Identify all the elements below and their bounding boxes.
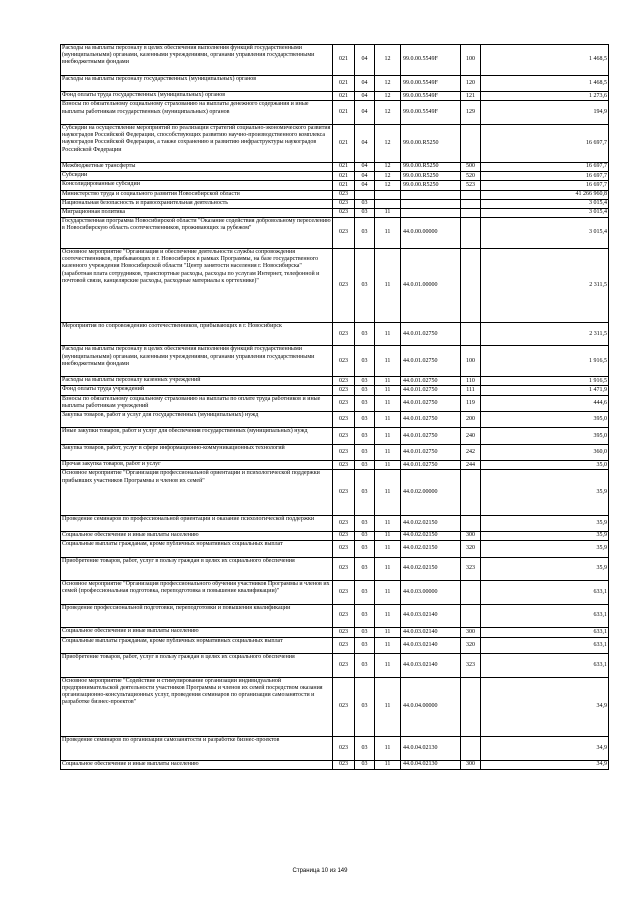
row-section-code: 03 xyxy=(355,322,375,346)
row-name: Фонд оплаты труда государственных (муниципальных) органов xyxy=(61,92,333,101)
row-expense-type: 300 xyxy=(461,628,481,637)
row-section-code: 04 xyxy=(355,162,375,171)
row-target-article: 99.0.00.R5250 xyxy=(401,172,461,181)
table-row xyxy=(61,75,609,91)
row-name: Социальное обеспечение и иные выплаты населению xyxy=(61,760,333,769)
row-section-code: 03 xyxy=(355,531,375,540)
row-amount: 633,1 xyxy=(481,653,609,677)
row-target-article: 44.0.01.02750 xyxy=(401,428,461,444)
row-amount: 194,9 xyxy=(481,101,609,125)
row-expense-type: 100 xyxy=(461,45,481,76)
row-subsection-code: 11 xyxy=(375,208,401,217)
row-section-code: 03 xyxy=(355,677,375,737)
row-expense-type xyxy=(461,124,481,162)
table-row xyxy=(61,444,609,460)
row-name: Иные закупки товаров, работ и услуг для обеспечения государственных (муниципальных) нужд xyxy=(61,428,333,444)
table-row xyxy=(61,428,609,444)
row-section-code: 03 xyxy=(355,557,375,581)
row-amount: 360,0 xyxy=(481,444,609,460)
row-name: Приобретение товаров, работ, услуг в пользу граждан в целях их социального обеспечения xyxy=(61,557,333,581)
row-target-article: 44.0.03.02140 xyxy=(401,604,461,628)
row-section-code: 04 xyxy=(355,101,375,125)
row-amount: 35,9 xyxy=(481,531,609,540)
row-subsection-code: 11 xyxy=(375,412,401,428)
row-target-article: 44.0.03.02140 xyxy=(401,637,461,653)
table-row xyxy=(61,346,609,377)
table-row xyxy=(61,124,609,162)
row-section-code: 03 xyxy=(355,208,375,217)
row-target-article xyxy=(401,190,461,199)
row-expense-type: 300 xyxy=(461,760,481,769)
row-target-article: 44.0.02.00000 xyxy=(401,470,461,515)
row-amount: 2 311,5 xyxy=(481,322,609,346)
row-expense-type: 300 xyxy=(461,531,481,540)
row-subsection-code: 12 xyxy=(375,75,401,91)
row-name: Министерство труда и социального развития Новосибирской области xyxy=(61,190,333,199)
row-grbs-code: 023 xyxy=(333,515,355,531)
table-row xyxy=(61,461,609,470)
row-amount: 1 916,5 xyxy=(481,346,609,377)
table-row xyxy=(61,628,609,637)
row-expense-type: 520 xyxy=(461,172,481,181)
row-amount: 34,9 xyxy=(481,737,609,761)
row-grbs-code: 023 xyxy=(333,395,355,411)
row-expense-type: 323 xyxy=(461,557,481,581)
row-name: Расходы на выплаты персоналу государственных (муниципальных) органов xyxy=(61,75,333,91)
row-name: Консолидированные субсидии xyxy=(61,181,333,190)
row-grbs-code: 023 xyxy=(333,386,355,395)
row-grbs-code: 023 xyxy=(333,637,355,653)
row-expense-type xyxy=(461,208,481,217)
table-row xyxy=(61,199,609,208)
row-subsection-code: 11 xyxy=(375,248,401,322)
row-grbs-code: 023 xyxy=(333,653,355,677)
table-row xyxy=(61,322,609,346)
row-subsection-code: 11 xyxy=(375,444,401,460)
row-expense-type: 100 xyxy=(461,346,481,377)
row-amount: 633,1 xyxy=(481,581,609,605)
row-expense-type: 240 xyxy=(461,428,481,444)
row-expense-type xyxy=(461,604,481,628)
row-target-article: 44.0.04.02130 xyxy=(401,737,461,761)
row-section-code: 03 xyxy=(355,248,375,322)
row-grbs-code: 023 xyxy=(333,208,355,217)
row-expense-type: 129 xyxy=(461,101,481,125)
row-amount: 35,9 xyxy=(481,541,609,557)
row-amount: 1 471,9 xyxy=(481,386,609,395)
row-target-article: 44.0.03.02140 xyxy=(401,653,461,677)
row-name: Проведение семинаров по организации самозанятости и разработке бизнес-проектов xyxy=(61,737,333,761)
row-amount: 1 916,5 xyxy=(481,377,609,386)
row-amount: 3 015,4 xyxy=(481,208,609,217)
row-grbs-code: 023 xyxy=(333,248,355,322)
table-row xyxy=(61,248,609,322)
table-row xyxy=(61,377,609,386)
row-subsection-code: 11 xyxy=(375,557,401,581)
row-grbs-code: 021 xyxy=(333,162,355,171)
row-expense-type xyxy=(461,218,481,249)
row-amount: 16 697,7 xyxy=(481,124,609,162)
row-grbs-code: 023 xyxy=(333,377,355,386)
row-grbs-code: 021 xyxy=(333,172,355,181)
row-subsection-code: 12 xyxy=(375,181,401,190)
row-grbs-code: 023 xyxy=(333,531,355,540)
table-row xyxy=(61,218,609,249)
table-row xyxy=(61,172,609,181)
row-name: Расходы на выплаты персоналу в целях обеспечения выполнения функций государственными (муниципальными) органами, казенными учреждениями, органами управления государственными внебюджетными фондами xyxy=(61,346,333,377)
row-section-code: 04 xyxy=(355,45,375,76)
row-target-article: 44.0.01.02750 xyxy=(401,412,461,428)
row-subsection-code: 11 xyxy=(375,581,401,605)
row-amount: 633,1 xyxy=(481,604,609,628)
row-grbs-code: 023 xyxy=(333,199,355,208)
row-grbs-code: 023 xyxy=(333,470,355,515)
row-expense-type: 244 xyxy=(461,461,481,470)
row-target-article: 99.0.00.5549F xyxy=(401,45,461,76)
row-subsection-code: 12 xyxy=(375,124,401,162)
row-target-article xyxy=(401,199,461,208)
row-expense-type xyxy=(461,248,481,322)
row-expense-type: 120 xyxy=(461,75,481,91)
row-subsection-code: 11 xyxy=(375,760,401,769)
row-target-article: 99.0.00.R5250 xyxy=(401,124,461,162)
table-row xyxy=(61,557,609,581)
row-subsection-code: 11 xyxy=(375,346,401,377)
row-section-code: 03 xyxy=(355,637,375,653)
row-grbs-code: 023 xyxy=(333,581,355,605)
table-row xyxy=(61,531,609,540)
row-amount: 16 697,7 xyxy=(481,172,609,181)
row-name: Проведение семинаров по профессиональной ориентации и оказание психологической поддержки xyxy=(61,515,333,531)
row-target-article: 44.0.02.02150 xyxy=(401,515,461,531)
row-amount: 3 015,4 xyxy=(481,199,609,208)
row-expense-type: 242 xyxy=(461,444,481,460)
row-expense-type: 500 xyxy=(461,162,481,171)
table-row xyxy=(61,181,609,190)
row-target-article: 99.0.00.5549F xyxy=(401,75,461,91)
row-name: Взносы по обязательному социальному страхованию на выплаты по оплате труда работников и иные выплаты работникам учреждений xyxy=(61,395,333,411)
row-section-code: 04 xyxy=(355,92,375,101)
row-expense-type xyxy=(461,322,481,346)
budget-page xyxy=(60,44,608,770)
row-section-code: 03 xyxy=(355,470,375,515)
row-subsection-code xyxy=(375,199,401,208)
row-grbs-code: 023 xyxy=(333,557,355,581)
row-name: Расходы на выплаты персоналу казенных учреждений xyxy=(61,377,333,386)
row-section-code: 03 xyxy=(355,604,375,628)
row-grbs-code: 023 xyxy=(333,346,355,377)
row-subsection-code: 11 xyxy=(375,653,401,677)
row-subsection-code: 11 xyxy=(375,541,401,557)
row-expense-type: 320 xyxy=(461,637,481,653)
table-row xyxy=(61,637,609,653)
row-section-code: 03 xyxy=(355,581,375,605)
row-amount: 35,9 xyxy=(481,470,609,515)
row-amount: 633,1 xyxy=(481,628,609,637)
row-name: Закупка товаров, работ и услуг для государственных (муниципальных) нужд xyxy=(61,412,333,428)
row-name: Закупка товаров, работ, услуг в сфере информационно-коммуникационных технологий xyxy=(61,444,333,460)
row-subsection-code: 11 xyxy=(375,461,401,470)
row-section-code: 04 xyxy=(355,181,375,190)
row-target-article: 44.0.00.00000 xyxy=(401,218,461,249)
table-row xyxy=(61,515,609,531)
row-name: Социальное обеспечение и иные выплаты населению xyxy=(61,628,333,637)
row-target-article: 44.0.01.02750 xyxy=(401,461,461,470)
row-name: Мероприятия по сопровождению соотечественников, прибывающих в г. Новосибирск xyxy=(61,322,333,346)
row-expense-type: 111 xyxy=(461,386,481,395)
row-expense-type xyxy=(461,581,481,605)
row-target-article: 44.0.04.00000 xyxy=(401,677,461,737)
row-section-code: 03 xyxy=(355,218,375,249)
row-section-code: 03 xyxy=(355,737,375,761)
row-subsection-code: 12 xyxy=(375,101,401,125)
row-section-code: 04 xyxy=(355,172,375,181)
row-section-code: 03 xyxy=(355,199,375,208)
row-target-article: 44.0.01.02750 xyxy=(401,395,461,411)
row-grbs-code: 023 xyxy=(333,604,355,628)
row-grbs-code: 023 xyxy=(333,218,355,249)
table-row xyxy=(61,653,609,677)
row-section-code: 04 xyxy=(355,124,375,162)
row-expense-type: 523 xyxy=(461,181,481,190)
row-name: Социальные выплаты гражданам, кроме публичных нормативных социальных выплат xyxy=(61,637,333,653)
row-expense-type: 110 xyxy=(461,377,481,386)
row-expense-type xyxy=(461,190,481,199)
table-row xyxy=(61,208,609,217)
row-amount: 1 468,5 xyxy=(481,75,609,91)
row-name: Национальная безопасность и правоохранительная деятельность xyxy=(61,199,333,208)
row-target-article: 44.0.01.02750 xyxy=(401,444,461,460)
row-grbs-code: 021 xyxy=(333,92,355,101)
row-amount: 444,6 xyxy=(481,395,609,411)
row-target-article: 44.0.01.02750 xyxy=(401,377,461,386)
row-grbs-code: 023 xyxy=(333,428,355,444)
row-expense-type: 200 xyxy=(461,412,481,428)
row-grbs-code: 023 xyxy=(333,677,355,737)
row-expense-type: 323 xyxy=(461,653,481,677)
row-amount: 633,1 xyxy=(481,637,609,653)
row-expense-type: 121 xyxy=(461,92,481,101)
row-subsection-code: 11 xyxy=(375,737,401,761)
row-name: Приобретение товаров, работ, услуг в пользу граждан в целях их социального обеспечения xyxy=(61,653,333,677)
table-row xyxy=(61,760,609,769)
row-subsection-code: 11 xyxy=(375,386,401,395)
page-footer xyxy=(0,868,640,874)
row-grbs-code: 023 xyxy=(333,461,355,470)
row-subsection-code: 11 xyxy=(375,637,401,653)
row-expense-type xyxy=(461,737,481,761)
table-row xyxy=(61,581,609,605)
row-name: Миграционная политика xyxy=(61,208,333,217)
table-row xyxy=(61,101,609,125)
row-name: Основное мероприятие "Содействие и стимулирование организации индивидуальной предпринимательской деятельности участников Программы и членов их семей посредством оказания организационно-консультационных услуг, проведения семинаров по организации самозанятости и разработке бизнес-проектов" xyxy=(61,677,333,737)
table-row xyxy=(61,162,609,171)
row-target-article: 44.0.01.02750 xyxy=(401,322,461,346)
row-section-code: 03 xyxy=(355,653,375,677)
row-amount: 34,9 xyxy=(481,760,609,769)
row-target-article: 99.0.00.5549F xyxy=(401,92,461,101)
table-row xyxy=(61,45,609,76)
row-subsection-code: 12 xyxy=(375,172,401,181)
row-amount: 35,9 xyxy=(481,515,609,531)
row-name: Основное мероприятие "Организация профессиональной ориентации и психологической поддержки прибывших участников Программы и членов их семей" xyxy=(61,470,333,515)
row-subsection-code: 11 xyxy=(375,531,401,540)
row-expense-type xyxy=(461,470,481,515)
row-amount: 1 273,6 xyxy=(481,92,609,101)
row-name: Взносы по обязательному социальному страхованию на выплаты денежного содержания и иные выплаты работникам государственных (муниципальных) органов xyxy=(61,101,333,125)
row-section-code xyxy=(355,190,375,199)
row-subsection-code: 11 xyxy=(375,428,401,444)
row-target-article: 44.0.02.02150 xyxy=(401,541,461,557)
row-name: Основное мероприятие "Организация и обеспечение деятельности службы сопровождения соотечественников, прибывающих в г. Новосибирск в рамках Программы, на базе государственного казенного учреждения Новосибирской области "Центр занятости населения г. Новосибирска" (заработная плата сотрудников, транспортные расходы, расходы по услугам Интернет, телефонной и почтовой связи, канцелярские расходы, расходные материалы к оргтехнике)" xyxy=(61,248,333,322)
row-amount: 3 015,4 xyxy=(481,218,609,249)
table-row xyxy=(61,470,609,515)
table-row xyxy=(61,92,609,101)
row-name: Межбюджетные трансферты xyxy=(61,162,333,171)
row-section-code: 03 xyxy=(355,428,375,444)
row-section-code: 03 xyxy=(355,628,375,637)
row-subsection-code: 11 xyxy=(375,677,401,737)
row-amount: 34,9 xyxy=(481,677,609,737)
row-subsection-code: 11 xyxy=(375,377,401,386)
row-target-article: 99.0.00.5549F xyxy=(401,101,461,125)
row-section-code: 03 xyxy=(355,346,375,377)
row-target-article: 99.0.00.R5250 xyxy=(401,181,461,190)
row-grbs-code: 023 xyxy=(333,760,355,769)
row-grbs-code: 023 xyxy=(333,737,355,761)
page-number: Страница 10 из 149 xyxy=(292,868,348,874)
row-grbs-code: 023 xyxy=(333,541,355,557)
row-grbs-code: 021 xyxy=(333,124,355,162)
row-grbs-code: 021 xyxy=(333,75,355,91)
row-name: Субсидии xyxy=(61,172,333,181)
row-expense-type: 320 xyxy=(461,541,481,557)
row-section-code: 03 xyxy=(355,541,375,557)
row-section-code: 03 xyxy=(355,386,375,395)
row-section-code: 03 xyxy=(355,461,375,470)
row-section-code: 03 xyxy=(355,444,375,460)
row-target-article: 44.0.02.02150 xyxy=(401,557,461,581)
row-grbs-code: 021 xyxy=(333,101,355,125)
row-grbs-code: 023 xyxy=(333,444,355,460)
row-section-code: 03 xyxy=(355,515,375,531)
row-subsection-code: 12 xyxy=(375,92,401,101)
row-expense-type xyxy=(461,515,481,531)
row-target-article: 44.0.01.02750 xyxy=(401,386,461,395)
table-row xyxy=(61,412,609,428)
row-subsection-code: 11 xyxy=(375,218,401,249)
row-name: Расходы на выплаты персоналу в целях обеспечения выполнения функций государственными (муниципальными) органами, казенными учреждениями, органами управления государственными внебюджетными фондами xyxy=(61,45,333,76)
row-target-article: 44.0.01.02750 xyxy=(401,346,461,377)
row-expense-type xyxy=(461,677,481,737)
row-amount: 2 311,5 xyxy=(481,248,609,322)
row-target-article: 99.0.00.R5250 xyxy=(401,162,461,171)
row-amount: 1 468,5 xyxy=(481,45,609,76)
row-target-article: 44.0.04.02130 xyxy=(401,760,461,769)
row-subsection-code: 11 xyxy=(375,322,401,346)
table-row xyxy=(61,395,609,411)
row-subsection-code: 11 xyxy=(375,628,401,637)
budget-table xyxy=(60,44,609,770)
row-target-article xyxy=(401,208,461,217)
row-amount: 395,0 xyxy=(481,428,609,444)
table-row xyxy=(61,190,609,199)
table-row xyxy=(61,541,609,557)
row-amount: 41 266 960,8 xyxy=(481,190,609,199)
row-expense-type xyxy=(461,199,481,208)
row-subsection-code: 11 xyxy=(375,515,401,531)
table-row xyxy=(61,677,609,737)
row-name: Фонд оплаты труда учреждений xyxy=(61,386,333,395)
row-subsection-code: 11 xyxy=(375,470,401,515)
row-name: Социальное обеспечение и иные выплаты населению xyxy=(61,531,333,540)
row-name: Прочая закупка товаров, работ и услуг xyxy=(61,461,333,470)
table-row xyxy=(61,386,609,395)
row-name: Субсидии на осуществление мероприятий по реализации стратегий социально-экономического развития наукоградов Российской Федерации, способствующих развитию научно-производственного комплекса наукоградов Российской Федерации, а также сохранению и развитию инфраструктуры наукоградов Российской Федерации xyxy=(61,124,333,162)
row-name: Основное мероприятие "Организация профессионального обучения участников Программы и членов их семей (профессиональная подготовка, переподготовка и повышение квалификации)" xyxy=(61,581,333,605)
row-expense-type: 119 xyxy=(461,395,481,411)
row-target-article: 44.0.03.00000 xyxy=(401,581,461,605)
row-section-code: 03 xyxy=(355,760,375,769)
row-target-article: 44.0.03.02140 xyxy=(401,628,461,637)
row-target-article: 44.0.01.00000 xyxy=(401,248,461,322)
row-grbs-code: 023 xyxy=(333,322,355,346)
row-amount: 35,0 xyxy=(481,461,609,470)
row-amount: 35,9 xyxy=(481,557,609,581)
row-amount: 16 697,7 xyxy=(481,181,609,190)
row-amount: 16 697,7 xyxy=(481,162,609,171)
row-grbs-code: 021 xyxy=(333,45,355,76)
row-target-article: 44.0.02.02150 xyxy=(401,531,461,540)
row-grbs-code: 023 xyxy=(333,628,355,637)
row-amount: 395,0 xyxy=(481,412,609,428)
row-grbs-code: 023 xyxy=(333,190,355,199)
row-subsection-code: 11 xyxy=(375,604,401,628)
row-subsection-code: 12 xyxy=(375,45,401,76)
row-name: Государственная программа Новосибирской области "Оказание содействия добровольному переселению в Новосибирскую область соотечественников, проживающих за рубежом" xyxy=(61,218,333,249)
table-row xyxy=(61,604,609,628)
row-subsection-code: 12 xyxy=(375,162,401,171)
row-section-code: 03 xyxy=(355,395,375,411)
row-name: Социальные выплаты гражданам, кроме публичных нормативных социальных выплат xyxy=(61,541,333,557)
row-grbs-code: 023 xyxy=(333,412,355,428)
row-section-code: 04 xyxy=(355,75,375,91)
row-section-code: 03 xyxy=(355,377,375,386)
row-section-code: 03 xyxy=(355,412,375,428)
row-name: Проведение профессиональной подготовки, переподготовки и повышения квалификации xyxy=(61,604,333,628)
row-grbs-code: 021 xyxy=(333,181,355,190)
row-subsection-code: 11 xyxy=(375,395,401,411)
row-subsection-code xyxy=(375,190,401,199)
table-row xyxy=(61,737,609,761)
